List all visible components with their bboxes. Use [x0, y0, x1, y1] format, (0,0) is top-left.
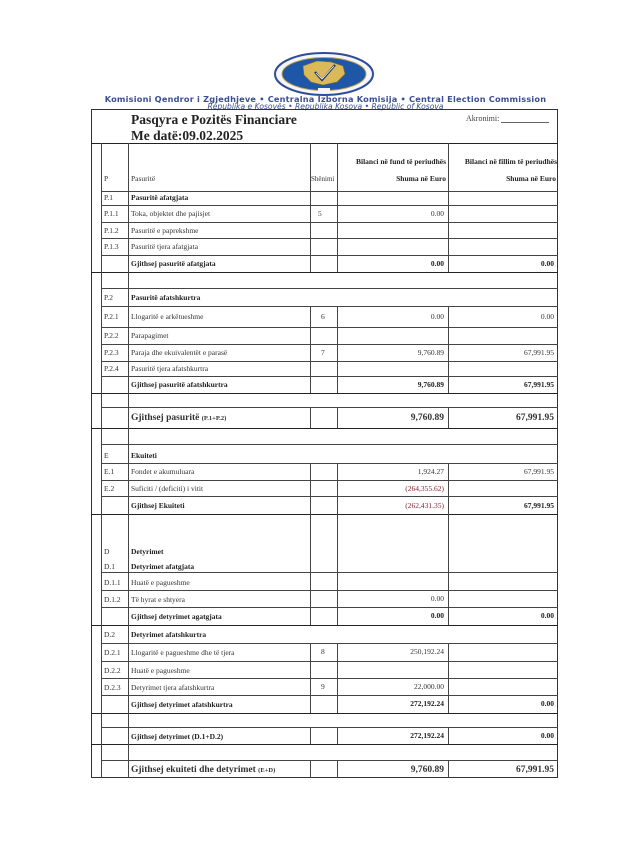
row-label: Detyrimet tjera afatshkurtra — [131, 683, 215, 692]
akronimi-value — [501, 122, 549, 123]
row-label: Gjithsej pasuritë afatshkurtra — [131, 380, 228, 389]
row-code: D.2.2 — [104, 666, 121, 675]
divider — [337, 306, 338, 393]
row-label: Detyrimet — [131, 547, 164, 556]
row-end-value: 0.00 — [430, 594, 444, 603]
row-start-value: 67,991.95 — [524, 348, 554, 357]
total-assets-label: Gjithsej pasuritë — [131, 413, 200, 423]
row-label: Gjithsej detyrimet (D.1+D.2) — [131, 732, 224, 741]
row-label: Suficiti / (deficiti) i vitit — [131, 484, 204, 493]
row-end-value: 9,760.89 — [417, 348, 444, 357]
row-start-value: 0.00 — [540, 731, 554, 740]
divider — [101, 306, 558, 307]
row-end-value: 272,192.24 — [410, 731, 444, 740]
divider — [128, 143, 129, 778]
akronimi-label: Akronimi: — [466, 114, 500, 123]
divider — [337, 643, 338, 713]
row-label: Fondet e akumuluara — [131, 467, 195, 476]
row-label: Ekuiteti — [131, 451, 157, 460]
row-label: Llogaritë e arkëtueshme — [131, 312, 204, 321]
row-label: Gjithsej Ekuiteti — [131, 501, 185, 510]
row-code: P.2.3 — [104, 348, 119, 357]
row-code: P.1.1 — [104, 209, 119, 218]
col-header-label: Pasuritë — [131, 174, 156, 183]
divider — [101, 407, 558, 408]
row-code: P.1 — [104, 193, 113, 202]
row-start-value: 0.00 — [540, 699, 554, 708]
row-end-value: 250,192.24 — [410, 647, 444, 656]
row-start-value: 0.00 — [540, 259, 554, 268]
divider — [91, 625, 558, 626]
row-start-value: 67,991.95 — [524, 380, 554, 389]
divider — [101, 727, 558, 728]
divider — [310, 463, 311, 625]
divider — [310, 727, 311, 744]
row-label: Pasuritë afatgjata — [131, 193, 189, 202]
row-end-value: 9,760.89 — [410, 413, 444, 423]
row-end-value: 9,760.89 — [417, 380, 444, 389]
row-end-value: 272,192.24 — [410, 699, 444, 708]
row-end-value: (262,431.35) — [405, 501, 444, 510]
row-end-value: 0.00 — [430, 259, 444, 268]
row-label: Pasuritë e paprekshme — [131, 226, 199, 235]
row-label — [131, 413, 226, 424]
divider — [101, 463, 558, 464]
row-start-value: 0.00 — [540, 611, 554, 620]
row-label: Pasuritë tjera afatshkurtra — [131, 364, 209, 373]
statement-date: Me datë:09.02.2025 — [131, 128, 244, 143]
row-end-value: 1,924.27 — [417, 467, 444, 476]
row-label: Gjithsej pasuritë afatgjata — [131, 259, 216, 268]
col-header-start-period: Bilanci në fillim të periudhës — [464, 157, 557, 166]
divider — [91, 428, 558, 429]
row-code: E — [104, 451, 109, 460]
divider — [310, 407, 311, 428]
row-end-value: 0.00 — [430, 209, 444, 218]
divider — [101, 255, 558, 256]
page-title: Pasqyra e Pozitës Financiare — [131, 112, 297, 127]
divider — [337, 463, 338, 625]
row-end-value: (264,355.62) — [405, 484, 444, 493]
row-note: 9 — [321, 682, 325, 691]
row-code: D.1.1 — [104, 578, 121, 587]
organization-names: Komisioni Qendror i Zgjedhjeve • Centralna Izborna Komisija • Central Election Commission — [104, 94, 547, 104]
divider — [91, 514, 558, 515]
divider — [448, 463, 449, 625]
row-note: 8 — [321, 647, 325, 656]
total-equity-liabilities-label: Gjithsej ekuiteti dhe detyrimet — [131, 765, 256, 775]
row-end-value: 22,000.00 — [414, 682, 444, 691]
divider — [101, 695, 558, 696]
row-code: P.2 — [104, 293, 113, 302]
divider — [101, 376, 558, 377]
divider — [310, 643, 311, 713]
divider — [310, 306, 311, 393]
row-code: D.2.3 — [104, 683, 121, 692]
divider — [337, 143, 338, 272]
row-start-value: 67,991.95 — [524, 501, 554, 510]
divider — [91, 272, 558, 273]
cec-logo — [273, 52, 375, 96]
divider — [101, 288, 558, 289]
divider — [91, 744, 558, 745]
total-equity-liabilities-formula: (E+D) — [258, 767, 276, 774]
row-start-value: 67,991.95 — [524, 467, 554, 476]
row-label: Llogaritë e pagueshme dhe të tjera — [131, 648, 235, 657]
row-code: P.1.2 — [104, 226, 119, 235]
row-label: Të hyrat e shtyera — [131, 595, 185, 604]
row-note: 7 — [321, 348, 325, 357]
organization-country: Republika e Kosovës • Republika Kosova • Republic of Kosova — [207, 102, 444, 111]
row-code: D.2 — [104, 630, 116, 639]
cec-seal-icon — [273, 52, 375, 96]
divider — [91, 393, 558, 394]
row-end-value: 0.00 — [430, 611, 444, 620]
divider — [101, 238, 558, 239]
total-assets-formula: (P.1+P.2) — [201, 415, 227, 422]
row-code: P.2.2 — [104, 331, 119, 340]
divider — [91, 143, 558, 144]
row-note: 5 — [318, 209, 322, 218]
row-label: Toka, objektet dhe pajisjet — [131, 209, 211, 218]
row-code: D.2.1 — [104, 648, 121, 657]
row-end-value: 9,760.89 — [410, 765, 444, 775]
divider — [101, 444, 558, 445]
divider — [101, 143, 102, 778]
col-header-end-unit: Shuma në Euro — [396, 174, 446, 183]
row-label: Huatë e pagueshme — [131, 666, 190, 675]
row-code: D.1.2 — [104, 595, 121, 604]
akronimi-field — [466, 114, 549, 123]
divider — [101, 590, 558, 591]
row-code: P.1.3 — [104, 242, 119, 251]
row-label: Detyrimet afatshkurtra — [131, 630, 207, 639]
divider — [310, 143, 311, 272]
divider — [101, 480, 558, 481]
row-label: Paraja dhe ekuivalentët e parasë — [131, 348, 228, 357]
divider — [91, 713, 558, 714]
col-header-code: P — [104, 174, 109, 183]
divider — [101, 607, 558, 608]
row-note: 6 — [321, 312, 325, 321]
row-label: Detyrimet afatgjata — [131, 562, 195, 571]
row-end-value: 0.00 — [430, 312, 444, 321]
divider — [101, 205, 558, 206]
row-label: Gjithsej detyrimet agatgjata — [131, 612, 222, 621]
row-code: E.2 — [104, 484, 115, 493]
divider — [337, 760, 338, 778]
divider — [101, 496, 558, 497]
divider — [101, 760, 558, 761]
divider — [101, 572, 558, 573]
row-start-value: 0.00 — [540, 312, 554, 321]
divider — [337, 727, 338, 744]
row-label: Parapagimet — [131, 331, 169, 340]
col-header-start-unit: Shuma në Euro — [506, 174, 556, 183]
row-code: P.2.1 — [104, 312, 119, 321]
divider — [101, 361, 558, 362]
divider — [101, 344, 558, 345]
row-label: Gjithsej detyrimet afatshkurtra — [131, 700, 233, 709]
divider — [310, 760, 311, 778]
col-header-end-period: Bilanci në fund të periudhës — [355, 157, 446, 166]
row-code: D.1 — [104, 562, 116, 571]
divider — [101, 661, 558, 662]
row-label: Pasuritë afatshkurtra — [131, 293, 201, 302]
row-code: E.1 — [104, 467, 115, 476]
row-label: Huatë e pagueshme — [131, 578, 190, 587]
row-code: P.2.4 — [104, 364, 119, 373]
row-start-value: 67,991.95 — [516, 413, 554, 423]
row-code: D — [104, 547, 110, 556]
divider — [101, 327, 558, 328]
divider — [101, 678, 558, 679]
row-label: Pasuritë tjera afatgjata — [131, 242, 199, 251]
col-header-note: Shënimi — [311, 175, 335, 183]
divider — [101, 643, 558, 644]
divider — [101, 191, 558, 192]
row-label — [131, 765, 275, 776]
divider — [337, 407, 338, 428]
row-start-value: 67,991.95 — [516, 765, 554, 775]
divider — [101, 222, 558, 223]
